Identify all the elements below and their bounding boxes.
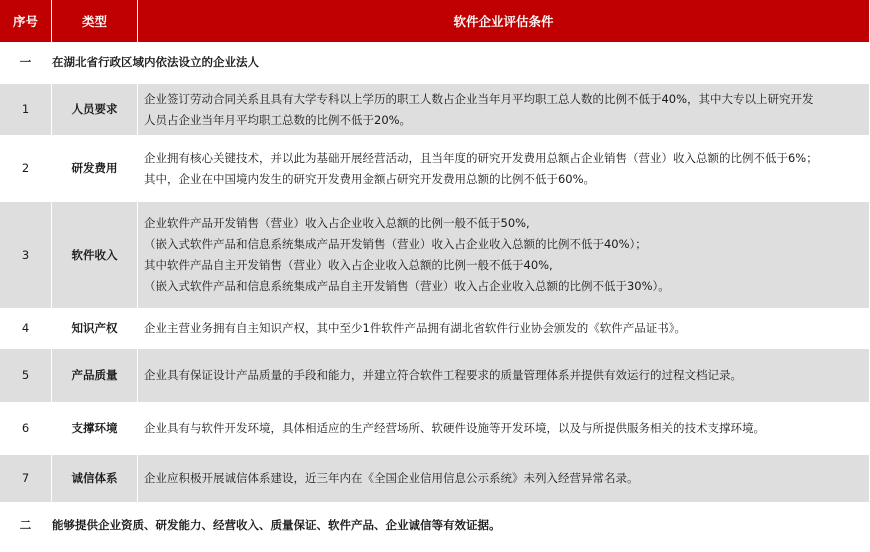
section-row-1 <box>0 42 869 84</box>
row-type: 知识产权 <box>52 309 138 349</box>
row-type: 诚信体系 <box>52 455 138 503</box>
row-index: 3 <box>0 202 52 309</box>
condition-line: 企业拥有核心关键技术，并以此为基础开展经营活动，且当年度的研究开发费用总额占企业销售（营业）收入总额的比例不低于6%； <box>144 150 818 165</box>
header-index: 序号 <box>0 0 52 42</box>
row-index: 5 <box>0 349 52 403</box>
table-row <box>0 455 869 503</box>
row-index: 1 <box>0 84 52 136</box>
condition-line: （嵌入式软件产品和信息系统集成产品开发销售（营业）收入占企业收入总额的比例不低于40%）； <box>144 237 647 251</box>
condition-line: 企业应积极开展诚信体系建设，近三年内在《全国企业信用信息公示系统》未列入经营异常名录。 <box>144 471 639 485</box>
row-type: 产品质量 <box>52 349 138 403</box>
section-index: 一 <box>0 42 52 84</box>
row-type: 研发费用 <box>52 136 138 202</box>
condition-line: 企业具有保证设计产品质量的手段和能力，并建立符合软件工程要求的质量管理体系并提供有效运行的过程文档记录。 <box>144 368 742 382</box>
condition-line: 其中软件产品自主开发销售（营业）收入占企业收入总额的比例一般不低于40%, <box>144 258 553 272</box>
header-type: 类型 <box>52 0 138 42</box>
condition-line: 企业软件产品开发销售（营业）收入占企业收入总额的比例一般不低于50%, <box>144 216 530 230</box>
condition-line: （嵌入式软件产品和信息系统集成产品自主开发销售（营业）收入占企业收入总额的比例不低于30%）。 <box>144 279 670 293</box>
row-conditions <box>138 403 869 455</box>
condition-line: 其中，企业在中国境内发生的研究开发费用金额占研究开发费用总额的比例不低于60%。 <box>144 171 596 186</box>
row-index: 2 <box>0 136 52 202</box>
table-row <box>0 84 869 136</box>
row-conditions <box>138 136 869 202</box>
row-index: 6 <box>0 403 52 455</box>
table-row <box>0 202 869 309</box>
row-type: 支撑环境 <box>52 403 138 455</box>
row-index: 7 <box>0 455 52 503</box>
header-conditions: 软件企业评估条件 <box>138 0 869 42</box>
condition-line: 企业具有与软件开发环境，具体相适应的生产经营场所、软硬件设施等开发环境，以及与所提供服务相关的技术支撑环境。 <box>144 421 765 435</box>
section-row-2 <box>0 503 869 549</box>
row-conditions <box>138 309 869 349</box>
row-type: 人员要求 <box>52 84 138 136</box>
table-row <box>0 309 869 349</box>
section-text: 能够提供企业资质、研发能力、经营收入、质量保证、软件产品、企业诚信等有效证据。 <box>52 503 869 549</box>
table-row <box>0 403 869 455</box>
row-type: 软件收入 <box>52 202 138 309</box>
section-index: 二 <box>0 503 52 549</box>
section-text: 在湖北省行政区域内依法设立的企业法人 <box>52 42 869 84</box>
row-conditions <box>138 455 869 503</box>
table-row <box>0 349 869 403</box>
row-conditions <box>138 349 869 403</box>
condition-line: 人员占企业当年月平均职工总数的比例不低于20%。 <box>144 112 412 127</box>
row-conditions <box>138 84 869 136</box>
row-index: 4 <box>0 309 52 349</box>
condition-line: 企业签订劳动合同关系且具有大学专科以上学历的职工人数占企业当年月平均职工总人数的比例不低于40%，其中大专以上研究开发 <box>144 91 814 106</box>
condition-line: 企业主营业务拥有自主知识产权，其中至少1件软件产品拥有湖北省软件行业协会颁发的《软件产品证书》。 <box>144 321 687 335</box>
row-conditions <box>138 202 869 309</box>
table-row <box>0 136 869 202</box>
table-header <box>0 0 869 42</box>
